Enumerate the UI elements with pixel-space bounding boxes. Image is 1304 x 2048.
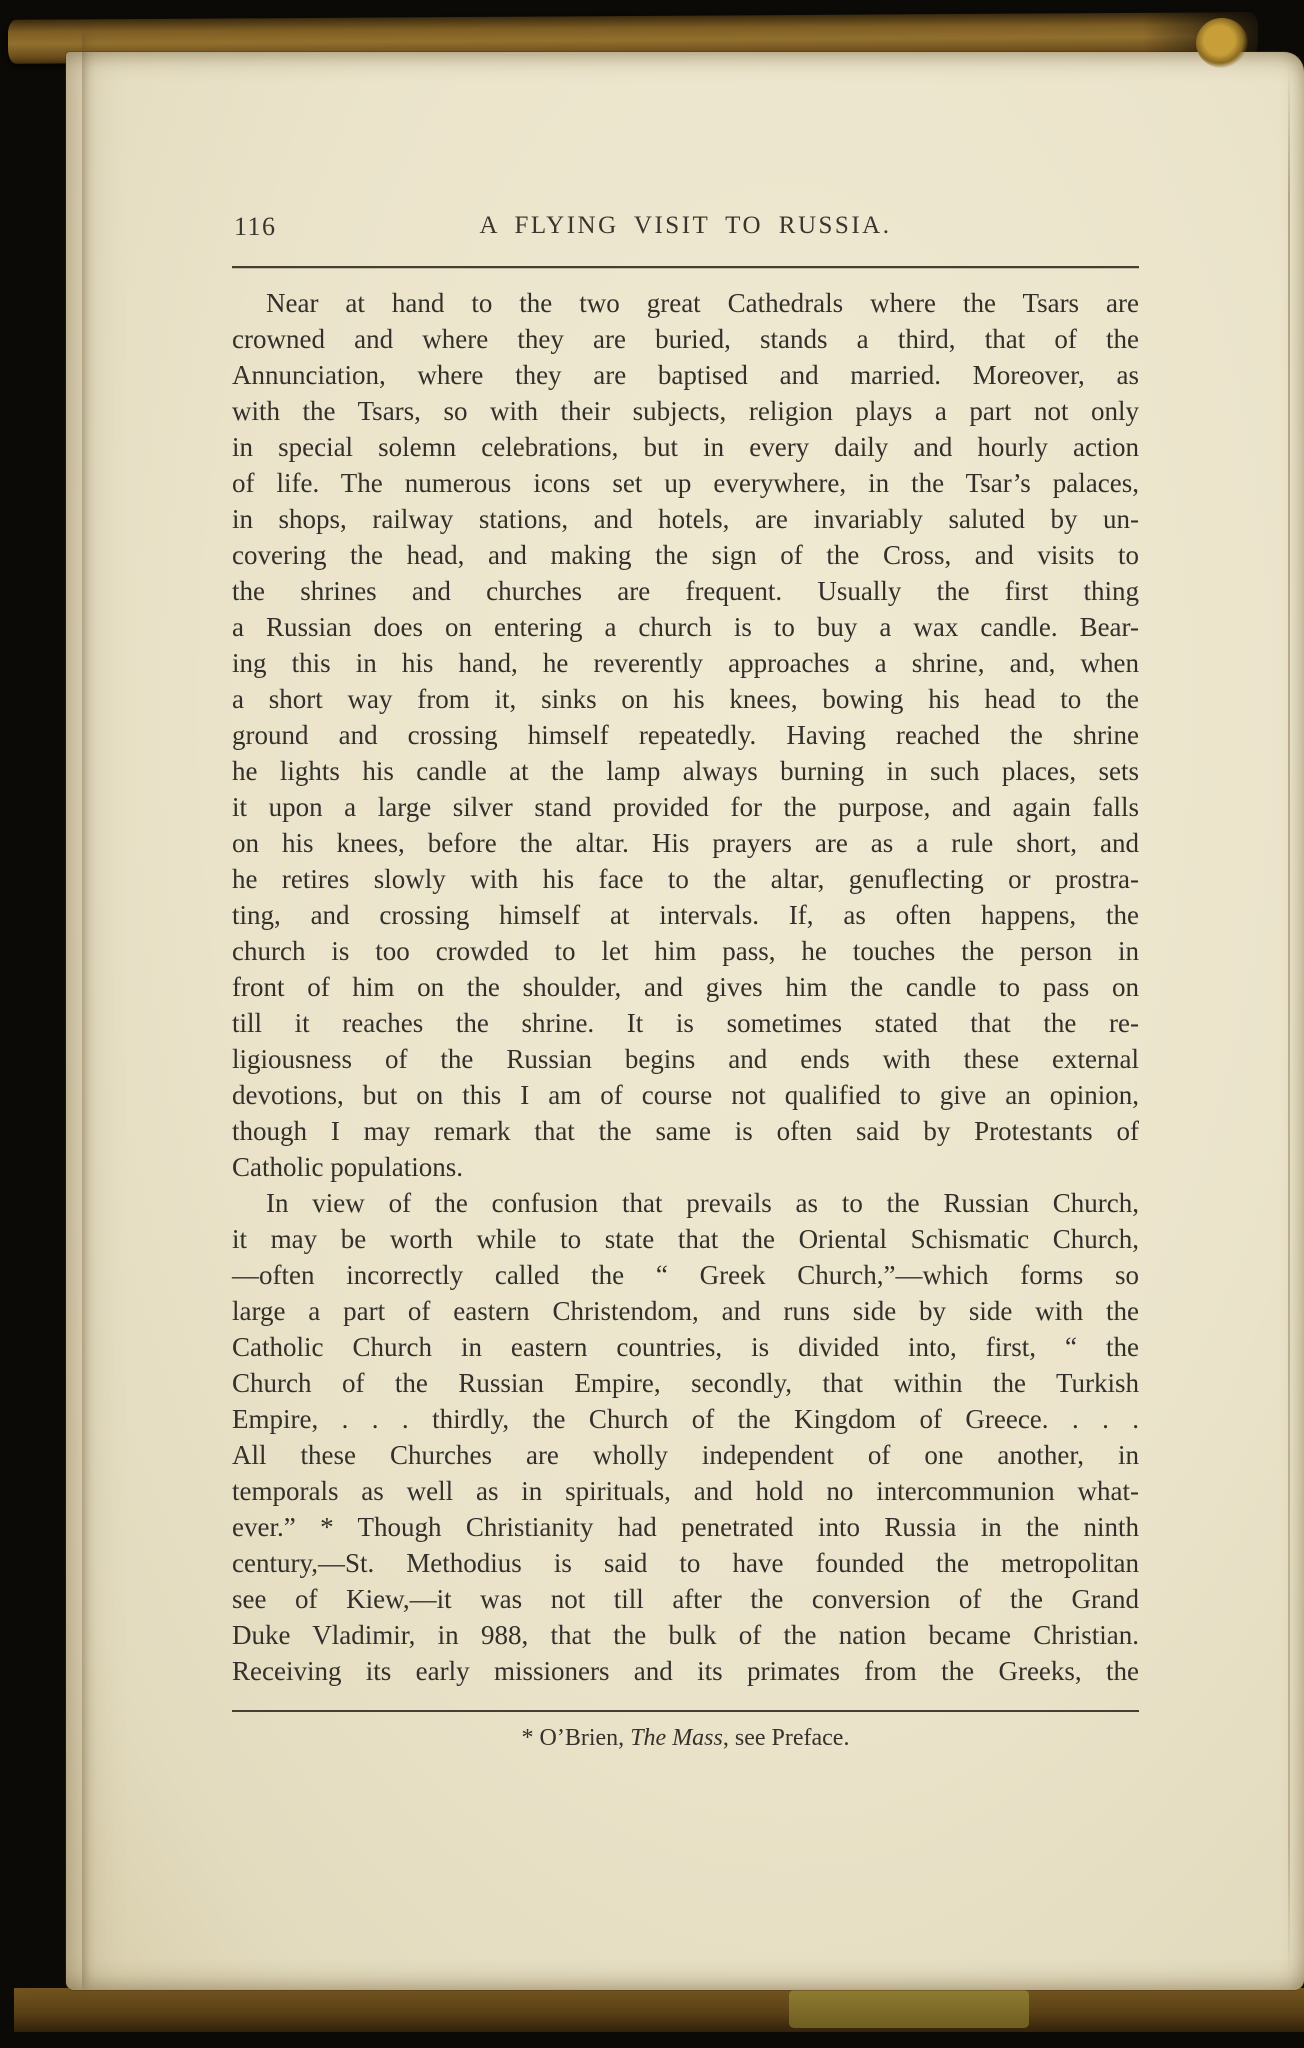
body-line: a Russian does on entering a church is to buy a wax candle. Bear- bbox=[232, 612, 1139, 642]
body-line: ing this in his hand, he reverently approaches a shrine, and, when bbox=[232, 648, 1139, 678]
body-line: large a part of eastern Christendom, and runs side by side with the bbox=[232, 1296, 1139, 1326]
body-line: Annunciation, where they are baptised and married. Moreover, as bbox=[232, 360, 1139, 390]
body-line: it may be worth while to state that the Oriental Schismatic Church, bbox=[232, 1224, 1139, 1254]
body-line: he lights his candle at the lamp always burning in such places, sets bbox=[232, 756, 1139, 786]
body-line: of life. The numerous icons set up everywhere, in the Tsar’s palaces, bbox=[232, 468, 1139, 498]
cover-frayed-corner bbox=[1196, 18, 1248, 68]
body-line: front of him on the shoulder, and gives him the candle to pass on bbox=[232, 972, 1139, 1002]
page-header bbox=[232, 210, 1139, 244]
body-line: it upon a large silver stand provided for the purpose, and again falls bbox=[232, 792, 1139, 822]
body-line: in shops, railway stations, and hotels, are invariably saluted by un- bbox=[232, 504, 1139, 534]
footnote-work-title: The Mass bbox=[630, 1725, 723, 1751]
body-text bbox=[232, 285, 1139, 1756]
body-line: a short way from it, sinks on his knees, bowing his head to the bbox=[232, 684, 1139, 714]
running-header: A FLYING VISIT TO RUSSIA. bbox=[479, 212, 892, 239]
body-line: ground and crossing himself repeatedly. Having reached the shrine bbox=[232, 720, 1139, 750]
body-line: Receiving its early missioners and its primates from the Greeks, the bbox=[232, 1656, 1139, 1686]
body-line: the shrines and churches are frequent. Usually the first thing bbox=[232, 576, 1139, 606]
body-line: All these Churches are wholly independent of one another, in bbox=[232, 1440, 1139, 1470]
body-line: he retires slowly with his face to the altar, genuflecting or prostra- bbox=[232, 864, 1139, 894]
body-line: Near at hand to the two great Cathedrals where the Tsars are bbox=[266, 288, 1139, 318]
body-line: see of Kiew,—it was not till after the conversion of the Grand bbox=[232, 1584, 1139, 1614]
body-line: temporals as well as in spirituals, and hold no intercommunion what- bbox=[232, 1476, 1139, 1506]
footnote-rule bbox=[232, 1710, 1139, 1712]
book-cover-bottom-edge bbox=[14, 1988, 1304, 2032]
page-stack-edges bbox=[0, 28, 82, 1990]
body-line: though I may remark that the same is often said by Protestants of bbox=[232, 1116, 1139, 1146]
body-line: in special solemn celebrations, but in every daily and hourly action bbox=[232, 432, 1139, 462]
body-line: on his knees, before the altar. His prayers are as a rule short, and bbox=[232, 828, 1139, 858]
page-content bbox=[232, 210, 1139, 1756]
body-line: Duke Vladimir, in 988, that the bulk of the nation became Christian. bbox=[232, 1620, 1139, 1650]
body-line: ever.” * Though Christianity had penetrated into Russia in the ninth bbox=[232, 1512, 1139, 1542]
page-number: 116 bbox=[234, 212, 277, 241]
body-line: century,—St. Methodius is said to have founded the metropolitan bbox=[232, 1548, 1139, 1578]
body-line: with the Tsars, so with their subjects, religion plays a part not only bbox=[232, 396, 1139, 426]
page-right-edge-crease bbox=[1288, 66, 1290, 1978]
body-line: ligiousness of the Russian begins and ends with these external bbox=[232, 1044, 1139, 1074]
cover-worn-patch bbox=[789, 1990, 1029, 2028]
body-line: covering the head, and making the sign of the Cross, and visits to bbox=[232, 540, 1139, 570]
footnote-suffix: , see Preface. bbox=[722, 1725, 850, 1751]
footnote-marker-author: * O’Brien, bbox=[521, 1725, 631, 1751]
body-line: devotions, but on this I am of course not qualified to give an opinion, bbox=[232, 1080, 1139, 1110]
body-line: Catholic Church in eastern countries, is divided into, first, “ the bbox=[232, 1332, 1139, 1362]
body-line: church is too crowded to let him pass, he touches the person in bbox=[232, 936, 1139, 966]
footnote bbox=[232, 1720, 1139, 1756]
body-line: —often incorrectly called the “ Greek Church,”—which forms so bbox=[232, 1260, 1139, 1290]
body-line: crowned and where they are buried, stands a third, that of the bbox=[232, 324, 1139, 354]
body-line: ting, and crossing himself at intervals. If, as often happens, the bbox=[232, 900, 1139, 930]
body-line: Church of the Russian Empire, secondly, that within the Turkish bbox=[232, 1368, 1139, 1398]
body-line: Catholic populations. bbox=[232, 1152, 463, 1182]
book-page bbox=[66, 52, 1304, 1990]
body-line: till it reaches the shrine. It is sometimes stated that the re- bbox=[232, 1008, 1139, 1038]
header-rule bbox=[232, 266, 1139, 268]
body-line: In view of the confusion that prevails as to the Russian Church, bbox=[266, 1188, 1139, 1218]
body-line: Empire, . . . thirdly, the Church of the Kingdom of Greece. . . . bbox=[232, 1404, 1139, 1434]
